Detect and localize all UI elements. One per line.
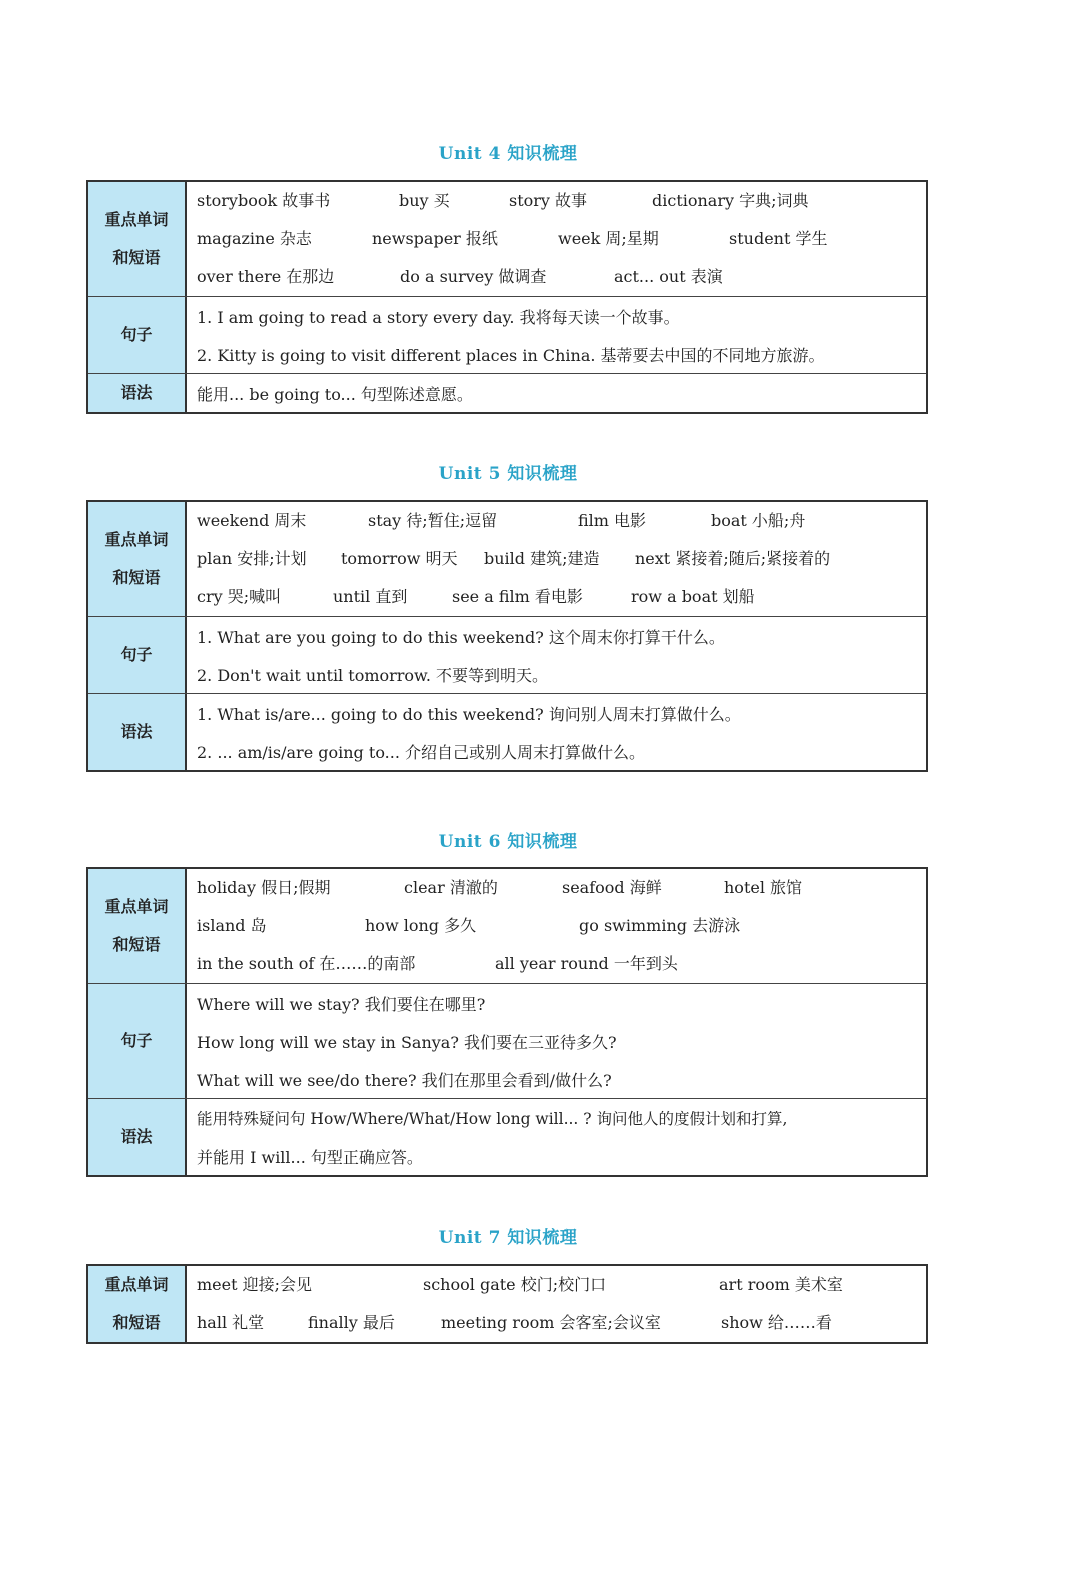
vocab-label-line: 和短语 xyxy=(112,1313,161,1332)
unit-7-table xyxy=(86,1264,928,1344)
vocab-item: story 故事 xyxy=(509,191,588,210)
sentence-content xyxy=(187,617,926,693)
vocab-item: cry 哭;喊叫 xyxy=(197,587,282,606)
grammar-line: 并能用 I will... 句型正确应答。 xyxy=(197,1147,423,1167)
vocab-row xyxy=(88,502,926,616)
vocab-item: meeting room 会客室;会议室 xyxy=(441,1313,661,1332)
vocab-item: magazine 杂志 xyxy=(197,229,312,248)
vocab-item: holiday 假日;假期 xyxy=(197,878,331,897)
sentence-line: 2. Don't wait until tomorrow. 不要等到明天。 xyxy=(197,665,549,685)
vocab-item: weekend 周末 xyxy=(197,511,307,530)
vocab-item: act... out 表演 xyxy=(614,267,723,286)
sentence-label: 句子 xyxy=(88,297,187,373)
vocab-row xyxy=(88,869,926,983)
grammar-line: 2. ... am/is/are going to... 介绍自己或别人周末打算做什么。 xyxy=(197,742,646,762)
unit-5-table xyxy=(86,500,928,772)
vocab-item: student 学生 xyxy=(729,229,828,248)
vocab-item: school gate 校门;校门口 xyxy=(423,1275,607,1294)
unit-7-title: Unit 7 知识梳理 xyxy=(438,1228,578,1248)
vocab-label-line: 和短语 xyxy=(112,935,161,954)
vocab-item: newspaper 报纸 xyxy=(372,229,498,248)
vocab-item: dictionary 字典;词典 xyxy=(652,191,809,210)
vocab-item: art room 美术室 xyxy=(719,1275,843,1294)
vocab-label xyxy=(88,182,187,296)
vocab-item: week 周;星期 xyxy=(558,229,659,248)
vocab-item: seafood 海鲜 xyxy=(562,878,662,897)
vocab-item: build 建筑;建造 xyxy=(484,549,600,568)
vocab-content xyxy=(187,182,926,296)
vocab-content xyxy=(187,502,926,616)
sentence-line: Where will we stay? 我们要住在哪里? xyxy=(197,994,486,1014)
vocab-item: island 岛 xyxy=(197,916,267,935)
vocab-item: go swimming 去游泳 xyxy=(579,916,741,935)
vocab-line xyxy=(197,869,926,907)
vocab-line xyxy=(197,540,926,578)
vocab-row xyxy=(88,1266,926,1342)
grammar-label: 语法 xyxy=(88,694,187,770)
vocab-item: hotel 旅馆 xyxy=(724,878,803,897)
unit-5-title: Unit 5 知识梳理 xyxy=(438,464,578,484)
unit-6-title: Unit 6 知识梳理 xyxy=(438,832,578,852)
grammar-row xyxy=(88,1098,926,1175)
vocab-item: clear 清澈的 xyxy=(404,878,498,897)
vocab-line xyxy=(197,945,926,983)
vocab-item: show 给……看 xyxy=(721,1313,832,1332)
grammar-content xyxy=(187,694,926,770)
sentence-row xyxy=(88,983,926,1098)
vocab-content xyxy=(187,869,926,983)
vocab-item: buy 买 xyxy=(399,191,450,210)
sentence-label: 句子 xyxy=(88,984,187,1098)
vocab-item: over there 在那边 xyxy=(197,267,335,286)
grammar-row xyxy=(88,373,926,412)
vocab-item: how long 多久 xyxy=(365,916,477,935)
vocab-item: plan 安排;计划 xyxy=(197,549,307,568)
grammar-label: 语法 xyxy=(88,374,187,412)
vocab-label xyxy=(88,502,187,616)
grammar-row xyxy=(88,693,926,770)
vocab-row xyxy=(88,182,926,296)
vocab-item: do a survey 做调查 xyxy=(400,267,547,286)
vocab-label-line: 重点单词 xyxy=(104,210,169,229)
vocab-line xyxy=(197,182,926,220)
vocab-line xyxy=(197,258,926,296)
vocab-line xyxy=(197,220,926,258)
sentence-label: 句子 xyxy=(88,617,187,693)
unit-4-table xyxy=(86,180,928,414)
vocab-item: row a boat 划船 xyxy=(631,587,755,606)
vocab-label-line: 和短语 xyxy=(112,568,161,587)
vocab-item: in the south of 在……的南部 xyxy=(197,954,416,973)
grammar-line: 能用特殊疑问句 How/Where/What/How long will... ? 询问他人的度假计划和打算, xyxy=(197,1110,788,1128)
grammar-line: 能用... be going to... 句型陈述意愿。 xyxy=(197,384,473,404)
sentence-line: 2. Kitty is going to visit different places in China. 基蒂要去中国的不同地方旅游。 xyxy=(197,345,825,365)
vocab-label-line: 和短语 xyxy=(112,248,161,267)
grammar-line: 1. What is/are... going to do this weekend? 询问别人周末打算做什么。 xyxy=(197,704,741,724)
sentence-line: 1. What are you going to do this weekend? 这个周末你打算干什么。 xyxy=(197,627,725,647)
vocab-item: tomorrow 明天 xyxy=(341,549,458,568)
grammar-content xyxy=(187,1099,926,1175)
vocab-line xyxy=(197,1304,926,1342)
sentence-content xyxy=(187,984,926,1098)
sentence-row xyxy=(88,296,926,373)
vocab-item: meet 迎接;会见 xyxy=(197,1275,313,1294)
vocab-item: hall 礼堂 xyxy=(197,1313,265,1332)
unit-4-title: Unit 4 知识梳理 xyxy=(438,144,578,164)
grammar-content xyxy=(187,374,926,412)
vocab-label-line: 重点单词 xyxy=(104,530,169,549)
sentence-line: How long will we stay in Sanya? 我们要在三亚待多久? xyxy=(197,1032,617,1052)
vocab-label xyxy=(88,1266,187,1342)
vocab-line xyxy=(197,502,926,540)
sentence-line: 1. I am going to read a story every day. 我将每天读一个故事。 xyxy=(197,307,680,327)
vocab-item: stay 待;暂住;逗留 xyxy=(368,511,498,530)
vocab-line xyxy=(197,907,926,945)
vocab-label-line: 重点单词 xyxy=(104,1275,169,1294)
vocab-content xyxy=(187,1266,926,1342)
vocab-label-line: 重点单词 xyxy=(104,897,169,916)
vocab-line xyxy=(197,1266,926,1304)
sentence-row xyxy=(88,616,926,693)
vocab-label xyxy=(88,869,187,983)
grammar-label: 语法 xyxy=(88,1099,187,1175)
vocab-item: boat 小船;舟 xyxy=(711,511,806,530)
unit-6-table xyxy=(86,867,928,1177)
sentence-line: What will we see/do there? 我们在那里会看到/做什么? xyxy=(197,1070,612,1090)
vocab-item: storybook 故事书 xyxy=(197,191,331,210)
vocab-item: film 电影 xyxy=(578,511,647,530)
vocab-line xyxy=(197,578,926,616)
vocab-item: see a film 看电影 xyxy=(452,587,583,606)
sentence-content xyxy=(187,297,926,373)
vocab-item: until 直到 xyxy=(333,587,408,606)
vocab-item: all year round 一年到头 xyxy=(495,954,678,973)
vocab-item: finally 最后 xyxy=(308,1313,395,1332)
vocab-item: next 紧接着;随后;紧接着的 xyxy=(635,549,831,568)
